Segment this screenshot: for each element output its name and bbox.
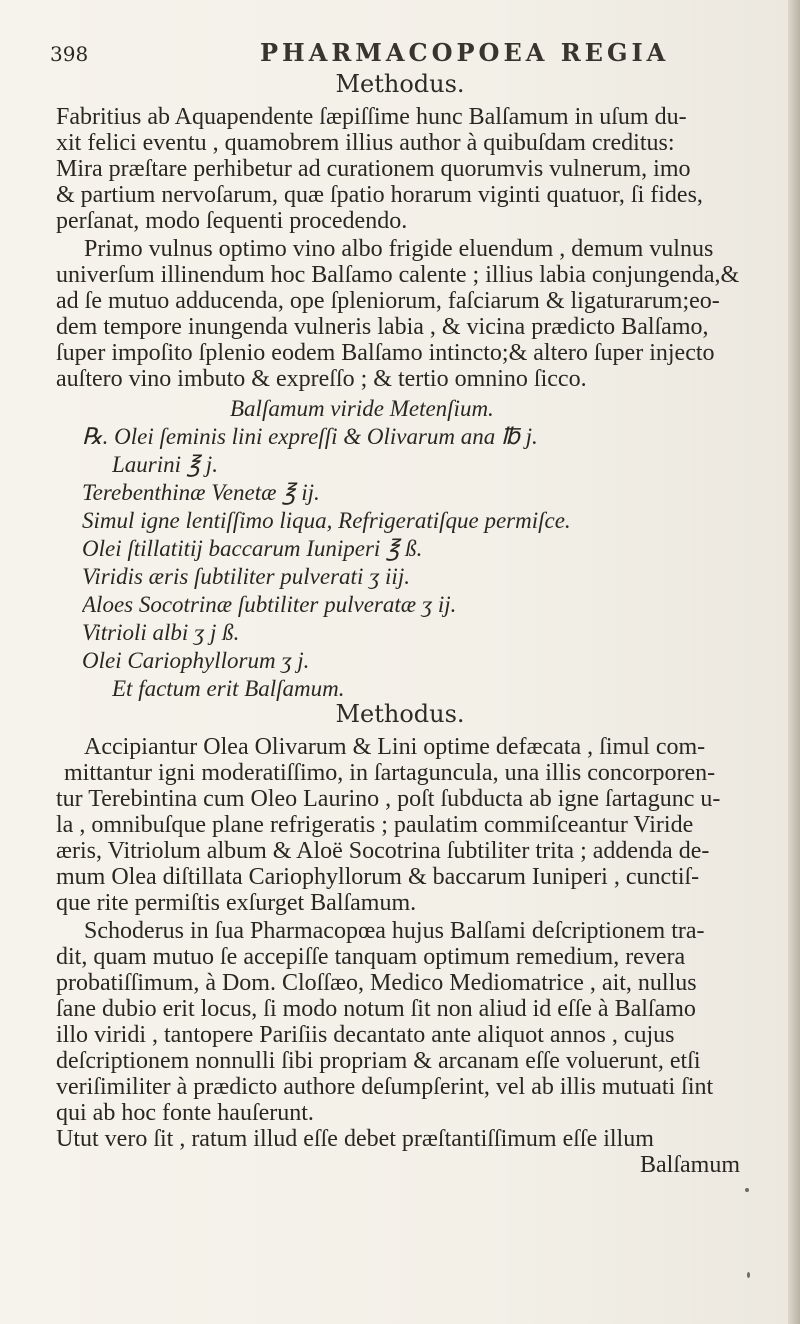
text-line: que rite permiſtis exſurget Balſamum. <box>56 890 417 916</box>
text-line: veriſimiliter à prædicto authore deſumpſerint, vel ab illis mutuati ſint <box>56 1074 714 1100</box>
text-line: Primo vulnus optimo vino albo frigide eluendum , demum vulnus <box>84 236 714 262</box>
formula-line: Vitrioli albi ʒ j ß. <box>82 620 240 645</box>
text-line: ſane dubio erit locus, ſi modo notum ſit non aliud id eſſe à Balſamo <box>56 996 696 1022</box>
text-line: dit, quam mutuo ſe accepiſſe tanquam optimum remedium, revera <box>56 944 686 970</box>
ink-speck <box>745 1188 749 1192</box>
text-line: & partium nervoſarum, quæ ſpatio horarum viginti quatuor, ſi fides, <box>56 182 703 208</box>
method-heading-1: Methodus. <box>335 70 465 98</box>
formula-line: ℞. Olei ſeminis lini expreſſi & Olivarum ana ℔ j. <box>82 424 538 449</box>
page-edge-shadow <box>788 0 800 1324</box>
method-heading-2: Methodus. <box>335 700 465 728</box>
formula-line: Aloes Socotrinæ ſubtiliter pulveratæ ʒ ij. <box>82 592 457 617</box>
catchword: Balſamum <box>640 1152 740 1178</box>
page-number: 398 <box>50 42 89 66</box>
text-line: ad ſe mutuo adducenda, ope ſpleniorum, faſciarum & ligaturarum;eo- <box>56 288 720 314</box>
formula-line: Viridis æris ſubtiliter pulverati ʒ iij. <box>82 564 410 589</box>
text-line: illo viridi , tantopere Pariſiis decantato ante aliquot annos , cujus <box>56 1022 675 1048</box>
text-line: Accipiantur Olea Olivarum & Lini optime defæcata , ſimul com- <box>84 734 706 760</box>
text-line: tur Terebintina cum Oleo Laurino , poſt ſubducta ab igne ſartagunc u- <box>56 786 721 812</box>
ink-speck <box>747 1272 750 1278</box>
text-line: univerſum illinendum hoc Balſamo calente ; illius labia conjungenda,& <box>56 262 740 288</box>
formula-line: Terebenthinæ Venetæ ℥ ij. <box>82 480 320 505</box>
text-line: Mira præſtare perhibetur ad curationem quorumvis vulnerum, imo <box>56 156 691 182</box>
formula-title: Balſamum viride Metenſium. <box>230 396 494 421</box>
text-line: Utut vero ſit , ratum illud eſſe debet præſtantiſſimum eſſe illum <box>56 1126 654 1152</box>
text-line: Schoderus in ſua Pharmacopœa hujus Balſami deſcriptionem tra- <box>84 918 705 944</box>
text-line: probatiſſimum, à Dom. Cloſſæo, Medico Mediomatrice , ait, nullus <box>56 970 697 996</box>
formula-line: Et factum erit Balſamum. <box>112 676 345 701</box>
text-line: dem tempore inungenda vulneris labia , & vicina prædicto Balſamo, <box>56 314 709 340</box>
formula-line: Olei Cariophyllorum ʒ j. <box>82 648 310 673</box>
formula-line: Olei ſtillatitij baccarum Iuniperi ℥ ß. <box>82 536 423 561</box>
text-line: mum Olea diſtillata Cariophyllorum & baccarum Iuniperi , cunctiſ- <box>56 864 700 890</box>
formula-line: Laurini ℥ j. <box>112 452 218 477</box>
page-header <box>50 38 750 72</box>
text-line: æris, Vitriolum album & Aloë Socotrina ſubtiliter trita ; addenda de- <box>56 838 710 864</box>
text-line: qui ab hoc fonte hauſerunt. <box>56 1100 314 1126</box>
text-line: deſcriptionem nonnulli ſibi propriam & arcanam eſſe voluerunt, etſi <box>56 1048 701 1074</box>
text-line: auſtero vino imbuto & expreſſo ; & tertio omnino ſicco. <box>56 366 587 392</box>
text-line: la , omnibuſque plane refrigeratis ; paulatim commiſceantur Viride <box>56 812 694 838</box>
text-line: mittantur igni moderatiſſimo, in ſartaguncula, una illis concorporen- <box>64 760 716 786</box>
running-title: PHARMACOPOEA REGIA <box>260 38 670 67</box>
text-line: xit felici eventu , quamobrem illius author à quibuſdam creditus: <box>56 130 675 156</box>
text-line: Fabritius ab Aquapendente ſæpiſſime hunc Balſamum in uſum du- <box>56 104 687 130</box>
text-line: ſuper impoſito ſplenio eodem Balſamo intincto;& altero ſuper injecto <box>56 340 715 366</box>
formula-line: Simul igne lentiſſimo liqua, Refrigeratiſque permiſce. <box>82 508 571 533</box>
text-line: perſanat, modo ſequenti procedendo. <box>56 208 408 234</box>
